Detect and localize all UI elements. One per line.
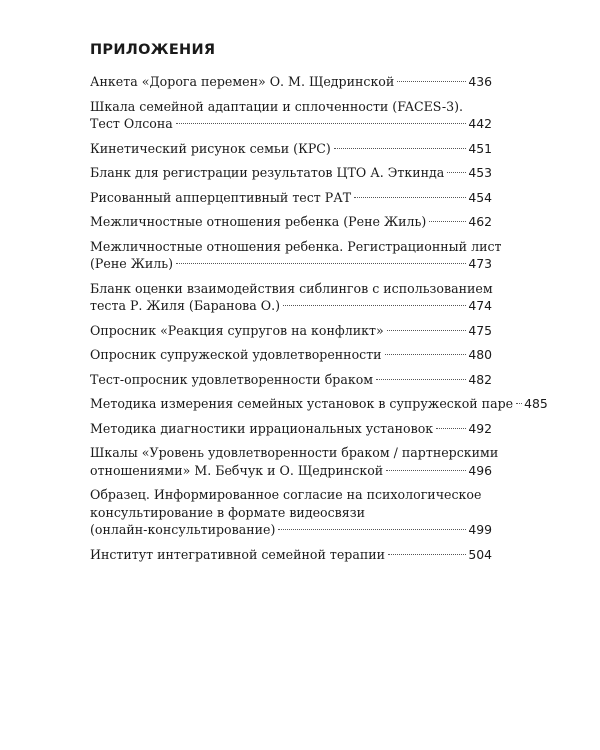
toc-entry-title: теста Р. Жиля (Баранова О.) [90,298,280,313]
toc-entry[interactable] [90,346,492,364]
toc-entry-title: Опросник «Реакция супругов на конфликт» [90,322,384,338]
toc-entry-line [90,521,492,539]
toc-entry-title: Методика измерения семейных установок в супружеской паре [90,396,514,411]
toc-page-number: 436 [468,74,492,89]
toc-entry-title: Анкета «Дорога перемен» О. М. Щедринской [90,74,395,89]
toc-entry[interactable] [90,444,499,479]
toc-entry[interactable] [90,238,502,273]
toc-entry-title-line: Шкала семейной адаптации и сплоченности (FACES-3). [90,98,464,114]
toc-entry-title: Тест-опросник удовлетворенности браком [90,371,374,387]
toc-page-number: 462 [468,214,492,229]
toc-entry[interactable] [90,546,492,564]
toc-entry-line [90,213,492,231]
toc-entry[interactable] [90,73,492,91]
dot-leader [176,263,466,264]
toc-entry-title: Бланк для регистрации результатов ЦТО А. Эткинда [90,165,445,180]
dot-leader [334,148,466,149]
toc-entry-title-line: консультирование в формате видеосвязи [90,504,365,520]
toc-page-number: 475 [468,322,492,338]
dot-leader [387,330,467,331]
dot-leader [376,379,466,380]
toc-entry-title-line: Образец. Информированное согласие на психологическое [90,487,482,502]
toc-page-number: 496 [468,462,492,478]
toc-page-number: 485 [524,396,548,411]
toc-entry-title-line: Межличностные отношения ребенка. Регистрационный лист [90,238,502,254]
dot-leader [354,197,466,198]
toc-entry-title: (Рене Жиль) [90,256,174,271]
toc-entry[interactable] [90,280,492,315]
toc-entry-title: отношениями» М. Бебчук и О. Щедринской [90,462,384,478]
toc-page-number: 492 [468,420,492,436]
toc-entry[interactable] [90,98,492,133]
toc-entry[interactable] [90,395,548,413]
dot-leader [397,81,466,82]
toc-page-number: 442 [468,116,492,131]
toc-entry-line [90,297,492,315]
dot-leader [278,529,466,530]
toc-page-number: 474 [468,298,492,313]
dot-leader [436,428,466,429]
toc-entry-title: Институт интегративной семейной терапии [90,546,386,562]
toc-entry[interactable] [90,189,492,207]
toc-entry-title: (онлайн-консультирование) [90,522,276,537]
toc-page [90,40,548,570]
toc-page-number: 453 [468,165,492,180]
toc-entry-title: Межличностные отношения ребенка (Рене Жиль) [90,214,427,229]
toc-entry-line [90,462,492,480]
toc-page-number: 499 [468,522,492,537]
dot-leader [283,305,466,306]
toc-entry-line [90,255,492,273]
toc-entry-line [90,164,492,182]
toc-entry[interactable] [90,420,492,438]
toc-entry-line [90,189,492,207]
toc-entry[interactable] [90,140,492,158]
toc-page-number: 454 [468,189,492,205]
toc-page-number: 473 [468,256,492,271]
toc-entry-line [90,346,492,364]
dot-leader [388,554,466,555]
toc-entry-line [90,395,548,413]
toc-page-number: 482 [468,371,492,387]
toc-entry-line [90,140,492,158]
toc-entry[interactable] [90,322,492,340]
dot-leader [447,172,466,173]
section-title: ПРИЛОЖЕНИЯ [90,42,216,58]
toc-entry-line [90,546,492,564]
dot-leader [385,354,467,355]
dot-leader [429,221,466,222]
toc-entry-line [90,115,492,133]
toc-entry[interactable] [90,164,492,182]
toc-entry[interactable] [90,371,492,389]
toc-entry-line [90,73,492,91]
toc-page-number: 451 [468,140,492,156]
toc-entry-title: Рисованный апперцептивный тест РАТ [90,189,352,205]
toc-entry-line [90,371,492,389]
toc-entry-title: Тест Олсона [90,116,173,131]
toc-entry[interactable] [90,486,492,539]
toc-entry-line [90,420,492,438]
toc-page-number: 480 [468,347,492,362]
dot-leader [386,470,466,471]
toc-entry-line [90,322,492,340]
toc-entry-title: Опросник супружеской удовлетворенности [90,347,382,362]
dot-leader [176,123,467,124]
toc-entry-title-line: Бланк оценки взаимодействия сиблингов с использованием [90,280,493,296]
toc-entry-title: Кинетический рисунок семьи (КРС) [90,140,331,156]
toc-page-number: 504 [468,546,492,562]
toc-entry[interactable] [90,213,492,231]
toc-entry-title-line: Шкалы «Уровень удовлетворенности браком / партнерскими [90,445,499,460]
toc-list [90,73,548,563]
dot-leader [516,403,522,404]
toc-entry-title: Методика диагностики иррациональных установок [90,420,434,436]
